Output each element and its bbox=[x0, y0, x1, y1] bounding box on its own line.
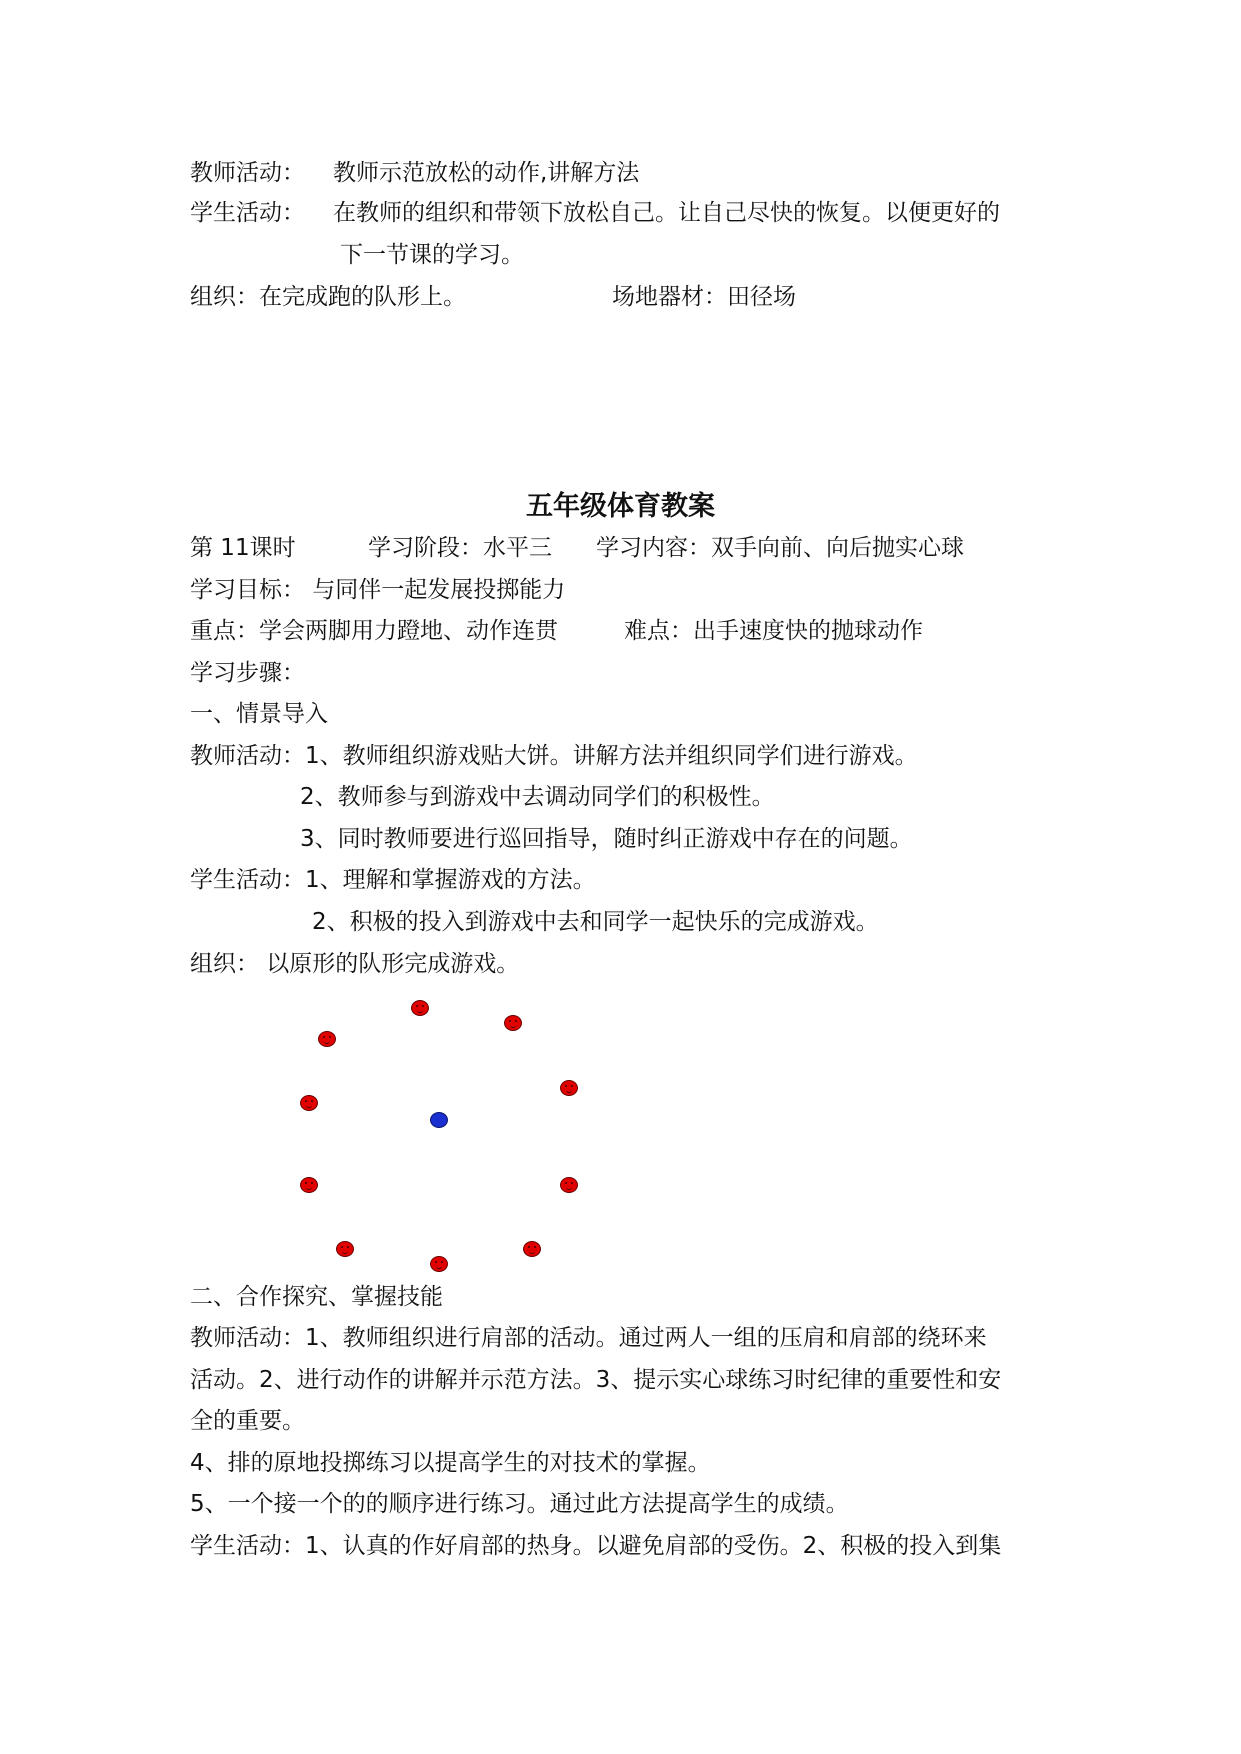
part2-teacher-line-4: 4、排的原地投掷练习以提高学生的对技术的掌握。 bbox=[190, 1450, 711, 1476]
student-activity-label: 学生活动： bbox=[190, 200, 305, 226]
smiley-face-icon bbox=[300, 1095, 318, 1111]
filled-circle-icon bbox=[430, 1112, 448, 1128]
lesson-content: 学习内容：双手向前、向后抛实心球 bbox=[596, 535, 964, 561]
organization-text: 组织：在完成跑的队形上。 bbox=[190, 284, 466, 310]
part2-teacher-line-5: 5、一个接一个的的顺序进行练习。通过此方法提高学生的成绩。 bbox=[190, 1491, 849, 1517]
lesson-goal: 学习目标： 与同伴一起发展投掷能力 bbox=[190, 577, 566, 603]
smiley-face-icon bbox=[300, 1177, 318, 1193]
teacher-activity-row bbox=[190, 158, 639, 188]
part1-student-line-1: 学生活动：1、理解和掌握游戏的方法。 bbox=[190, 867, 596, 893]
key-point: 重点：学会两脚用力蹬地、动作连贯 bbox=[190, 618, 558, 644]
smiley-face-icon bbox=[411, 1000, 429, 1016]
part2-teacher-line-3: 全的重要。 bbox=[190, 1408, 305, 1434]
venue-equipment-text: 场地器材：田径场 bbox=[612, 284, 796, 310]
lesson-period: 第 11课时 bbox=[190, 535, 296, 561]
part2-teacher-line-2: 活动。2、进行动作的讲解并示范方法。3、提示实心球练习时纪律的重要性和安 bbox=[190, 1367, 1002, 1393]
student-activity-text: 在教师的组织和带领下放松自己。让自己尽快的恢复。以便更好的 bbox=[333, 200, 1000, 226]
steps-label: 学习步骤： bbox=[190, 660, 305, 686]
smiley-face-icon bbox=[318, 1031, 336, 1047]
part1-teacher-line-1: 教师活动：1、教师组织游戏贴大饼。讲解方法并组织同学们进行游戏。 bbox=[190, 743, 918, 769]
difficulty: 难点：出手速度快的抛球动作 bbox=[624, 618, 923, 644]
teacher-activity-label: 教师活动： bbox=[190, 160, 305, 186]
lesson-title: 五年级体育教案 bbox=[526, 491, 715, 522]
smiley-face-icon bbox=[523, 1241, 541, 1257]
student-activity-row bbox=[190, 198, 1000, 228]
part2-student-line-1: 学生活动：1、认真的作好肩部的热身。以避免肩部的受伤。2、积极的投入到集 bbox=[190, 1533, 1002, 1559]
part2-teacher-line-1: 教师活动：1、教师组织进行肩部的活动。通过两人一组的压肩和肩部的绕环来 bbox=[190, 1325, 987, 1351]
part1-heading: 一、情景导入 bbox=[190, 701, 328, 727]
part1-student-line-2: 2、积极的投入到游戏中去和同学一起快乐的完成游戏。 bbox=[312, 909, 879, 935]
lesson-stage: 学习阶段：水平三 bbox=[368, 535, 552, 561]
smiley-face-icon bbox=[336, 1241, 354, 1257]
smiley-face-icon bbox=[560, 1177, 578, 1193]
student-activity-continuation: 下一节课的学习。 bbox=[340, 242, 524, 268]
teacher-activity-text: 教师示范放松的动作,讲解方法 bbox=[333, 160, 640, 186]
part2-heading: 二、合作探究、掌握技能 bbox=[190, 1284, 443, 1310]
part1-teacher-line-3: 3、同时教师要进行巡回指导，随时纠正游戏中存在的问题。 bbox=[300, 826, 913, 852]
part1-teacher-line-2: 2、教师参与到游戏中去调动同学们的积极性。 bbox=[300, 784, 775, 810]
smiley-face-icon bbox=[560, 1080, 578, 1096]
part1-organization: 组织： 以原形的队形完成游戏。 bbox=[190, 951, 520, 977]
smiley-face-icon bbox=[504, 1015, 522, 1031]
smiley-face-icon bbox=[430, 1256, 448, 1272]
organization-row bbox=[190, 282, 466, 312]
